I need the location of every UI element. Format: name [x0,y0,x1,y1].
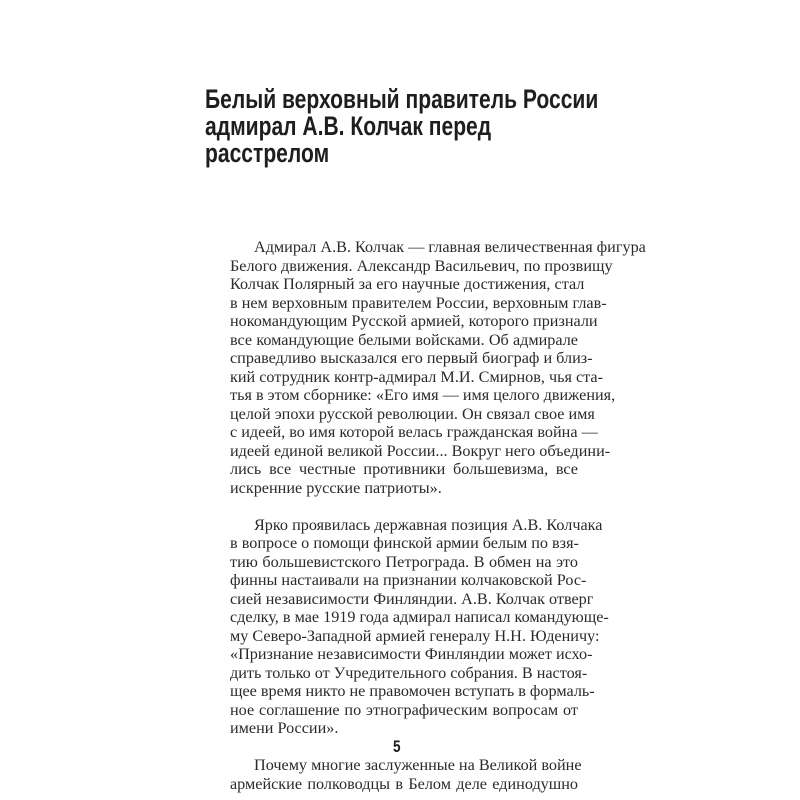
title-line: расстрелом [205,138,330,168]
title-line: адмирал А.В. Колчак перед [205,111,492,141]
paragraph-gap [230,738,578,757]
text-line: все командующие белыми войсками. Об адмирале [230,330,578,349]
text-line: Почему многие заслуженные на Великой войне [254,756,582,774]
text-line: в вопросе о помощи финской армии белым по взя- [230,534,579,552]
text-line: справедливо высказался его первый биограф и близ- [230,349,593,367]
paragraph [230,238,646,497]
text-line: сией независимости Финляндии. А.В. Колчак отверг [230,589,594,608]
text-line: Адмирал А.В. Колчак — главная величественная фигура [254,238,646,256]
text-line: тию большевистского Петрограда. В обмен на это [230,552,578,571]
text-line: идеей единой великой России... Вокруг него объедини- [230,441,611,460]
text-line: финны настаивали на признании колчаковской Рос- [230,571,587,589]
page-number: 5 [392,737,401,756]
text-line: армейские полководцы в Белом деле единодушно [230,774,578,793]
text-line: лись все честные противники большевизма, все [230,460,578,478]
text-line: с идеей, во имя которой велась гражданская война — [230,423,598,441]
text-line: му Северо-Западной армией генералу Н.Н. Юденичу: [230,626,600,645]
text-line: щее время никто не правомочен вступать в формаль- [230,682,595,700]
chapter-title [205,86,611,167]
text-line: искренние русские патриоты». [230,478,442,497]
text-line: имени России». [230,719,339,737]
text-line: дить только от Учредительного собрания. В настоя- [230,663,588,682]
text-line: кий сотрудник контр-адмирал М.И. Смирнов, чья ста- [230,367,603,386]
text-line: Белого движения. Александр Васильевич, по прозвищу [230,256,613,275]
paragraph [230,515,609,738]
paragraph [230,756,582,793]
text-line: нокомандующим Русской армией, которого признали [230,312,598,330]
text-line: в нем верховным правителем России, верховным глав- [230,293,607,312]
text-line: Ярко проявилась державная позиция А.В. Колчака [254,515,603,534]
text-line: тья в этом сборнике: «Его имя — имя целого движения, [230,386,616,404]
text-line: «Признание независимости Финляндии может исхо- [230,645,593,663]
body-text [230,238,646,793]
title-line: Белый верховный правитель России [205,84,599,114]
text-line: сделку, в мае 1919 года адмирал написал командующе- [230,608,609,626]
text-line: ное соглашение по этнографическим вопросам от [230,700,578,719]
text-line: Колчак Полярный за его научные достижения, стал [230,275,585,293]
text-line: целой эпохи русской революции. Он связал свое имя [230,404,595,423]
paragraph-gap [230,497,578,516]
